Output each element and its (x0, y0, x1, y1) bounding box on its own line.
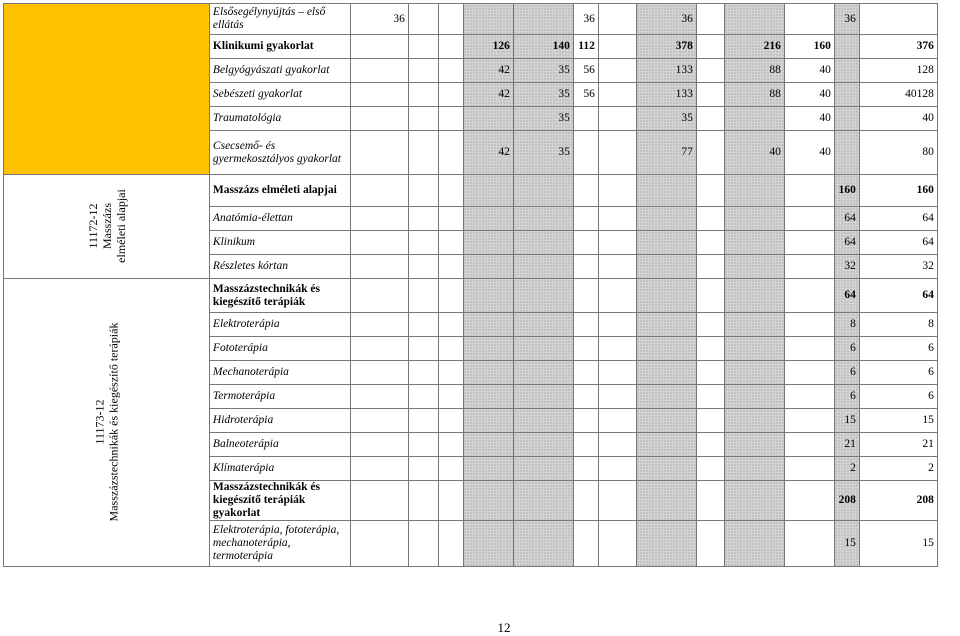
subject-label: Csecsemő- és gyermekosztályos gyakorlat (209, 131, 350, 175)
hours-cell (438, 481, 463, 521)
subject-label: Masszázs elméleti alapjai (209, 175, 350, 207)
hours-cell (463, 457, 513, 481)
hours-cell: 21 (834, 433, 859, 457)
hours-cell (408, 59, 438, 83)
hours-cell: 15 (859, 409, 937, 433)
hours-cell (573, 207, 598, 231)
hours-cell (636, 255, 696, 279)
table-row (4, 175, 938, 207)
hours-cell (438, 107, 463, 131)
hours-cell (513, 279, 573, 313)
hours-cell: 40 (784, 131, 834, 175)
hours-cell (598, 231, 636, 255)
hours-cell (350, 409, 408, 433)
hours-cell (636, 361, 696, 385)
hours-cell (513, 207, 573, 231)
hours-cell: 40 (784, 83, 834, 107)
hours-cell (463, 255, 513, 279)
hours-cell (438, 313, 463, 337)
hours-cell (696, 521, 724, 567)
hours-cell: 88 (724, 59, 784, 83)
hours-cell (636, 337, 696, 361)
hours-cell (636, 231, 696, 255)
hours-cell: 160 (859, 175, 937, 207)
hours-cell: 128 (859, 59, 937, 83)
hours-cell (408, 279, 438, 313)
hours-cell (573, 107, 598, 131)
hours-cell (573, 231, 598, 255)
hours-cell: 160 (834, 175, 859, 207)
hours-cell (696, 83, 724, 107)
hours-cell (513, 337, 573, 361)
hours-cell: 6 (834, 385, 859, 409)
hours-cell (834, 35, 859, 59)
hours-cell (636, 207, 696, 231)
hours-cell (724, 337, 784, 361)
hours-cell (513, 385, 573, 409)
hours-cell (724, 4, 784, 35)
hours-cell (513, 175, 573, 207)
hours-cell (463, 231, 513, 255)
hours-cell (834, 131, 859, 175)
subject-label: Masszázstechnikák és kiegészítő terápiák (209, 279, 350, 313)
hours-cell (696, 337, 724, 361)
hours-cell (438, 433, 463, 457)
hours-cell (696, 59, 724, 83)
hours-cell (408, 83, 438, 107)
hours-cell (350, 279, 408, 313)
hours-cell (438, 385, 463, 409)
hours-cell: 32 (859, 255, 937, 279)
subject-label: Termoterápia (209, 385, 350, 409)
hours-cell: 35 (513, 83, 573, 107)
hours-cell (598, 313, 636, 337)
hours-cell (636, 279, 696, 313)
hours-cell (573, 521, 598, 567)
hours-cell: 35 (636, 107, 696, 131)
hours-cell (438, 83, 463, 107)
hours-cell (598, 279, 636, 313)
hours-cell (513, 433, 573, 457)
hours-cell (438, 361, 463, 385)
hours-cell (463, 385, 513, 409)
hours-cell (598, 409, 636, 433)
hours-cell: 6 (859, 337, 937, 361)
hours-cell: 40 (859, 107, 937, 131)
hours-cell (724, 385, 784, 409)
curriculum-table (3, 3, 938, 567)
hours-cell (350, 337, 408, 361)
module-cell-11172: 11172-12 Masszázs elméleti alapjai (4, 175, 210, 279)
hours-cell (598, 433, 636, 457)
hours-cell (573, 255, 598, 279)
hours-cell (724, 175, 784, 207)
hours-cell (724, 313, 784, 337)
hours-cell: 140 (513, 35, 573, 59)
hours-cell: 36 (350, 4, 408, 35)
hours-cell (573, 337, 598, 361)
subject-label: Masszázstechnikák és kiegészítő terápiák gyakorlat (209, 481, 350, 521)
hours-cell: 15 (834, 521, 859, 567)
subject-label: Részletes kórtan (209, 255, 350, 279)
subject-label: Traumatológia (209, 107, 350, 131)
hours-cell: 64 (834, 279, 859, 313)
hours-cell (438, 409, 463, 433)
hours-cell (696, 175, 724, 207)
hours-cell: 88 (724, 83, 784, 107)
subject-label: Fototerápia (209, 337, 350, 361)
hours-cell: 64 (859, 207, 937, 231)
hours-cell (724, 107, 784, 131)
hours-cell (438, 279, 463, 313)
hours-cell (438, 457, 463, 481)
hours-cell (696, 385, 724, 409)
hours-cell (859, 4, 937, 35)
hours-cell (696, 231, 724, 255)
hours-cell: 40 (784, 107, 834, 131)
hours-cell (438, 255, 463, 279)
hours-cell: 208 (859, 481, 937, 521)
hours-cell (513, 521, 573, 567)
hours-cell: 2 (834, 457, 859, 481)
subject-label: Elektroterápia (209, 313, 350, 337)
subject-label: Belgyógyászati gyakorlat (209, 59, 350, 83)
hours-cell (513, 361, 573, 385)
hours-cell (784, 207, 834, 231)
hours-cell (696, 131, 724, 175)
hours-cell (438, 207, 463, 231)
hours-cell (724, 457, 784, 481)
hours-cell (724, 521, 784, 567)
hours-cell (463, 521, 513, 567)
hours-cell (598, 457, 636, 481)
hours-cell (696, 481, 724, 521)
hours-cell (724, 409, 784, 433)
hours-cell: 15 (859, 521, 937, 567)
hours-cell (598, 175, 636, 207)
hours-cell (573, 313, 598, 337)
hours-cell (784, 231, 834, 255)
hours-cell (408, 313, 438, 337)
hours-cell: 36 (636, 4, 696, 35)
hours-cell: 35 (513, 107, 573, 131)
hours-cell (408, 361, 438, 385)
hours-cell (350, 433, 408, 457)
hours-cell: 64 (834, 207, 859, 231)
hours-cell (438, 59, 463, 83)
hours-cell: 56 (573, 83, 598, 107)
hours-cell (463, 481, 513, 521)
hours-cell: 216 (724, 35, 784, 59)
hours-cell (636, 313, 696, 337)
hours-cell (463, 361, 513, 385)
hours-cell (408, 175, 438, 207)
page-number: 12 (497, 620, 511, 635)
hours-cell (463, 207, 513, 231)
hours-cell (350, 385, 408, 409)
hours-cell (438, 131, 463, 175)
hours-cell (598, 35, 636, 59)
hours-cell: 36 (834, 4, 859, 35)
hours-cell (724, 279, 784, 313)
hours-cell (724, 207, 784, 231)
hours-cell (724, 433, 784, 457)
hours-cell (784, 279, 834, 313)
hours-cell (784, 481, 834, 521)
hours-cell (463, 337, 513, 361)
hours-cell (784, 409, 834, 433)
hours-cell: 15 (834, 409, 859, 433)
hours-cell (463, 279, 513, 313)
subject-label: Klinikum (209, 231, 350, 255)
hours-cell: 6 (859, 385, 937, 409)
hours-cell (598, 385, 636, 409)
subject-label: Elektroterápia, fototerápia, mechanoterápia, termoterápia (209, 521, 350, 567)
hours-cell (408, 433, 438, 457)
subject-label: Klímaterápia (209, 457, 350, 481)
hours-cell (350, 175, 408, 207)
hours-cell (784, 255, 834, 279)
hours-cell (350, 521, 408, 567)
subject-label: Anatómia-élettan (209, 207, 350, 231)
hours-cell (636, 175, 696, 207)
hours-cell (513, 409, 573, 433)
hours-cell (438, 231, 463, 255)
module-cell-11173: 11173-12 Masszázstechnikák és kiegészítő terápiák (4, 279, 210, 567)
hours-cell (598, 107, 636, 131)
hours-cell: 8 (859, 313, 937, 337)
hours-cell (463, 175, 513, 207)
hours-cell (463, 4, 513, 35)
hours-cell (408, 521, 438, 567)
hours-cell: 77 (636, 131, 696, 175)
hours-cell: 208 (834, 481, 859, 521)
hours-cell (513, 4, 573, 35)
hours-cell (463, 313, 513, 337)
hours-cell: 112 (573, 35, 598, 59)
hours-cell (350, 231, 408, 255)
hours-cell (463, 107, 513, 131)
hours-cell: 42 (463, 59, 513, 83)
hours-cell: 35 (513, 59, 573, 83)
hours-cell (696, 107, 724, 131)
hours-cell (408, 337, 438, 361)
hours-cell (408, 231, 438, 255)
hours-cell (408, 207, 438, 231)
hours-cell (696, 4, 724, 35)
hours-cell: 80 (859, 131, 937, 175)
hours-cell (408, 481, 438, 521)
hours-cell: 40128 (859, 83, 937, 107)
hours-cell (696, 35, 724, 59)
module-cell-blank (4, 4, 210, 175)
hours-cell (636, 457, 696, 481)
hours-cell (573, 385, 598, 409)
hours-cell (438, 4, 463, 35)
hours-cell: 40 (784, 59, 834, 83)
hours-cell (408, 409, 438, 433)
subject-label: Sebészeti gyakorlat (209, 83, 350, 107)
hours-cell (438, 521, 463, 567)
hours-cell (408, 131, 438, 175)
hours-cell (408, 107, 438, 131)
hours-cell (573, 457, 598, 481)
hours-cell (636, 409, 696, 433)
hours-cell (598, 83, 636, 107)
hours-cell (696, 255, 724, 279)
hours-cell: 64 (859, 279, 937, 313)
subject-label: Elsősegélynyújtás – első ellátás (209, 4, 350, 35)
hours-cell (350, 59, 408, 83)
hours-cell: 160 (784, 35, 834, 59)
hours-cell (350, 255, 408, 279)
hours-cell (408, 4, 438, 35)
hours-cell (463, 433, 513, 457)
hours-cell (784, 361, 834, 385)
hours-cell (784, 433, 834, 457)
hours-cell (573, 409, 598, 433)
hours-cell (724, 481, 784, 521)
hours-cell (636, 481, 696, 521)
hours-cell (350, 457, 408, 481)
hours-cell (573, 279, 598, 313)
hours-cell (573, 175, 598, 207)
hours-cell (636, 433, 696, 457)
hours-cell (438, 175, 463, 207)
hours-cell (408, 385, 438, 409)
hours-cell (350, 131, 408, 175)
hours-cell (696, 457, 724, 481)
hours-cell (598, 59, 636, 83)
hours-cell (636, 521, 696, 567)
hours-cell: 32 (834, 255, 859, 279)
hours-cell (784, 4, 834, 35)
hours-cell (598, 361, 636, 385)
hours-cell (408, 255, 438, 279)
hours-cell: 36 (573, 4, 598, 35)
hours-cell (573, 481, 598, 521)
hours-cell: 6 (859, 361, 937, 385)
hours-cell: 21 (859, 433, 937, 457)
hours-cell (513, 255, 573, 279)
hours-cell (784, 521, 834, 567)
hours-cell (598, 131, 636, 175)
hours-cell (598, 521, 636, 567)
hours-cell (834, 83, 859, 107)
hours-cell (696, 207, 724, 231)
hours-cell: 40 (724, 131, 784, 175)
hours-cell (834, 107, 859, 131)
hours-cell (696, 313, 724, 337)
hours-cell: 2 (859, 457, 937, 481)
table-row (4, 279, 938, 313)
hours-cell (408, 457, 438, 481)
hours-cell (513, 457, 573, 481)
hours-cell (598, 337, 636, 361)
hours-cell: 64 (859, 231, 937, 255)
hours-cell (724, 361, 784, 385)
hours-cell (573, 131, 598, 175)
hours-cell (696, 361, 724, 385)
hours-cell (513, 481, 573, 521)
hours-cell (350, 481, 408, 521)
hours-cell: 378 (636, 35, 696, 59)
hours-cell (598, 4, 636, 35)
hours-cell (513, 231, 573, 255)
hours-cell (350, 107, 408, 131)
hours-cell (784, 313, 834, 337)
hours-cell (724, 231, 784, 255)
hours-cell: 64 (834, 231, 859, 255)
hours-cell (784, 457, 834, 481)
hours-cell (598, 481, 636, 521)
hours-cell (350, 207, 408, 231)
hours-cell: 133 (636, 59, 696, 83)
hours-cell: 376 (859, 35, 937, 59)
hours-cell (598, 207, 636, 231)
hours-cell: 6 (834, 361, 859, 385)
hours-cell: 42 (463, 131, 513, 175)
hours-cell (513, 313, 573, 337)
hours-cell: 8 (834, 313, 859, 337)
subject-label: Balneoterápia (209, 433, 350, 457)
hours-cell (784, 337, 834, 361)
hours-cell (350, 313, 408, 337)
hours-cell (350, 83, 408, 107)
hours-cell: 42 (463, 83, 513, 107)
hours-cell (724, 255, 784, 279)
hours-cell (784, 385, 834, 409)
hours-cell (438, 337, 463, 361)
hours-cell (834, 59, 859, 83)
hours-cell (573, 433, 598, 457)
hours-cell (573, 361, 598, 385)
table-row (4, 4, 938, 35)
hours-cell (438, 35, 463, 59)
hours-cell (636, 385, 696, 409)
hours-cell (696, 279, 724, 313)
hours-cell: 35 (513, 131, 573, 175)
hours-cell (350, 35, 408, 59)
hours-cell: 133 (636, 83, 696, 107)
subject-label: Hidroterápia (209, 409, 350, 433)
hours-cell (598, 255, 636, 279)
hours-cell (350, 361, 408, 385)
hours-cell (696, 409, 724, 433)
hours-cell: 56 (573, 59, 598, 83)
hours-cell (784, 175, 834, 207)
hours-cell: 6 (834, 337, 859, 361)
hours-cell: 126 (463, 35, 513, 59)
subject-label: Klinikumi gyakorlat (209, 35, 350, 59)
hours-cell (463, 409, 513, 433)
subject-label: Mechanoterápia (209, 361, 350, 385)
hours-cell (696, 433, 724, 457)
hours-cell (408, 35, 438, 59)
